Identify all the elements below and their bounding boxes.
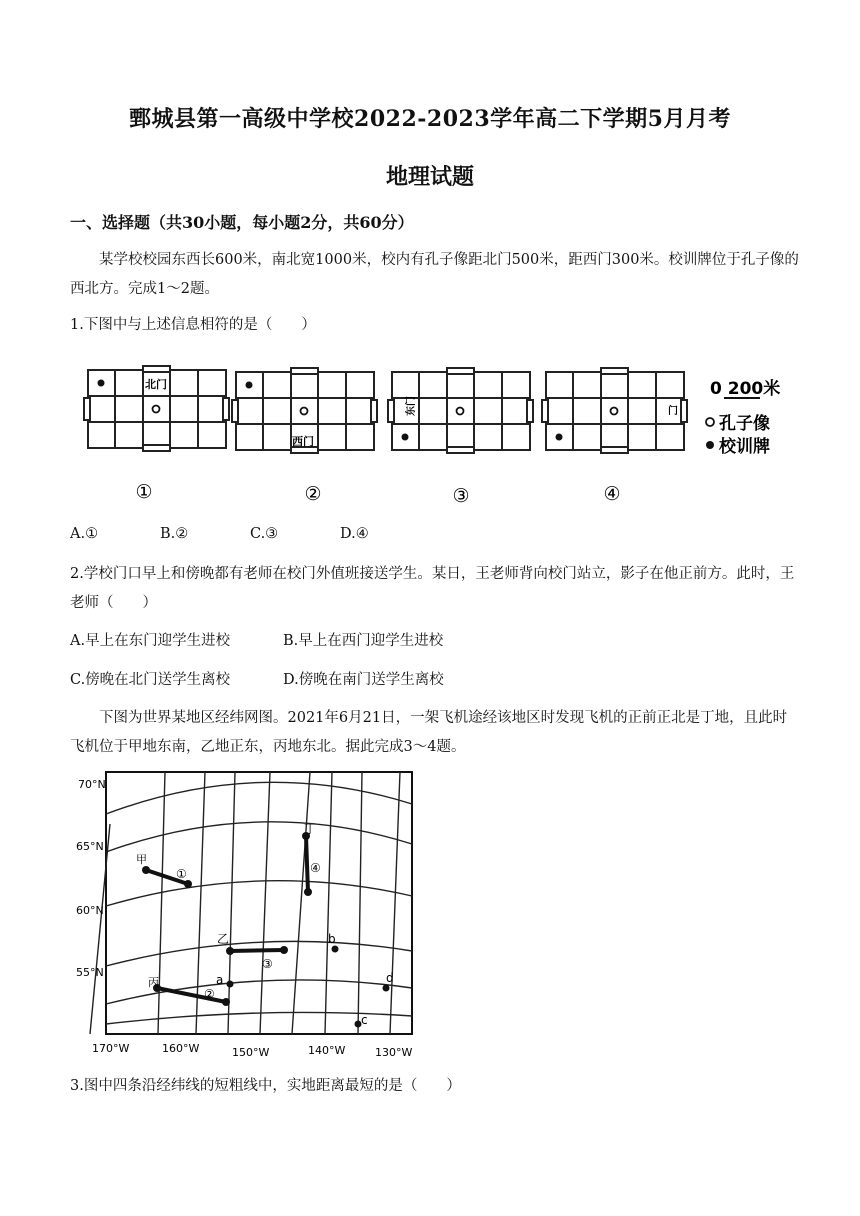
legend-scale: 0 200米 <box>710 379 781 399</box>
segment-label-3: ③ <box>262 957 273 971</box>
point-c: c <box>361 1013 368 1027</box>
lat-label-65: 65°N <box>76 840 104 853</box>
q1-option-b: B.② <box>160 526 189 542</box>
graticule-map <box>70 766 430 1062</box>
segment-label-4: ④ <box>310 861 321 875</box>
legend <box>706 378 780 457</box>
lon-label-160: 160°W <box>162 1042 200 1055</box>
question-1-stem: 1.下图中与上述信息相符的是（ ） <box>70 317 316 333</box>
lon-label-170: 170°W <box>92 1042 130 1055</box>
exam-subtitle: 地理试题 <box>385 164 474 190</box>
point-b: b <box>328 932 336 946</box>
place-jia: 甲 <box>136 853 147 866</box>
campus-figure <box>70 352 800 512</box>
lat-label-60: 60°N <box>76 904 104 917</box>
place-yi: 乙 <box>217 932 230 946</box>
gate-label-north: 北门 <box>145 378 167 391</box>
segment-label-2: ② <box>204 987 215 1001</box>
lon-label-140: 140°W <box>308 1044 346 1057</box>
q2-option-a: A.早上在东门迎学生进校 <box>70 633 231 649</box>
panel-label-2: ② <box>304 483 322 505</box>
legend-sign: 校训牌 <box>719 437 770 457</box>
q1-option-a: A.① <box>70 526 99 542</box>
gate-label-east: 东门 <box>406 396 417 416</box>
place-bing: 丙 <box>148 976 159 989</box>
gate-label-4: 门 <box>668 406 678 417</box>
legend-statue: 孔子像 <box>719 414 770 434</box>
question-2-stem: 2.学校门口早上和傍晚都有老师在校门外值班接送学生。某日，王老师背向校门站立，影子在他正前方。此时，王老师（ ） <box>70 566 795 611</box>
material-1: 某学校校园东西长600米，南北宽1000米，校内有孔子像距北门500米，距西门300米。校训牌位于孔子像的西北方。完成1～2题。 <box>70 252 799 297</box>
gate-label-west: 西门 <box>292 435 314 448</box>
panel-label-1: ① <box>135 481 153 503</box>
lon-label-130: 130°W <box>375 1046 413 1059</box>
q2-option-c: C.傍晚在北门送学生离校 <box>70 672 231 688</box>
q1-option-d: D.④ <box>340 526 369 542</box>
point-d: d <box>386 971 394 985</box>
lat-label-70: 70°N <box>78 778 106 791</box>
material-2: 下图为世界某地区经纬网图。2021年6月21日，一架飞机途经该地区时发现飞机的正前正北是丁地，且此时飞机位于甲地东南，乙地正东，丙地东北。据此完成3～4题。 <box>70 710 788 755</box>
lat-label-55: 55°N <box>76 966 104 979</box>
q2-option-b: B.早上在西门迎学生进校 <box>283 633 444 649</box>
question-3-stem: 3.图中四条沿经纬线的短粗线中，实地距离最短的是（ ） <box>70 1078 461 1094</box>
point-a: a <box>216 973 224 987</box>
q1-option-c: C.③ <box>250 526 279 542</box>
panel-label-4: ④ <box>603 483 621 505</box>
lon-label-150: 150°W <box>232 1046 270 1059</box>
segment-label-1: ① <box>176 867 187 881</box>
section-heading: 一、选择题（共30小题，每小题2分，共60分） <box>70 213 414 232</box>
place-ding: 丁 <box>304 822 317 836</box>
q2-option-d: D.傍晚在南门送学生离校 <box>283 672 444 688</box>
panel-label-3: ③ <box>452 485 470 507</box>
exam-title: 鄄城县第一高级中学校2022-2023学年高二下学期5月月考 <box>129 106 731 132</box>
